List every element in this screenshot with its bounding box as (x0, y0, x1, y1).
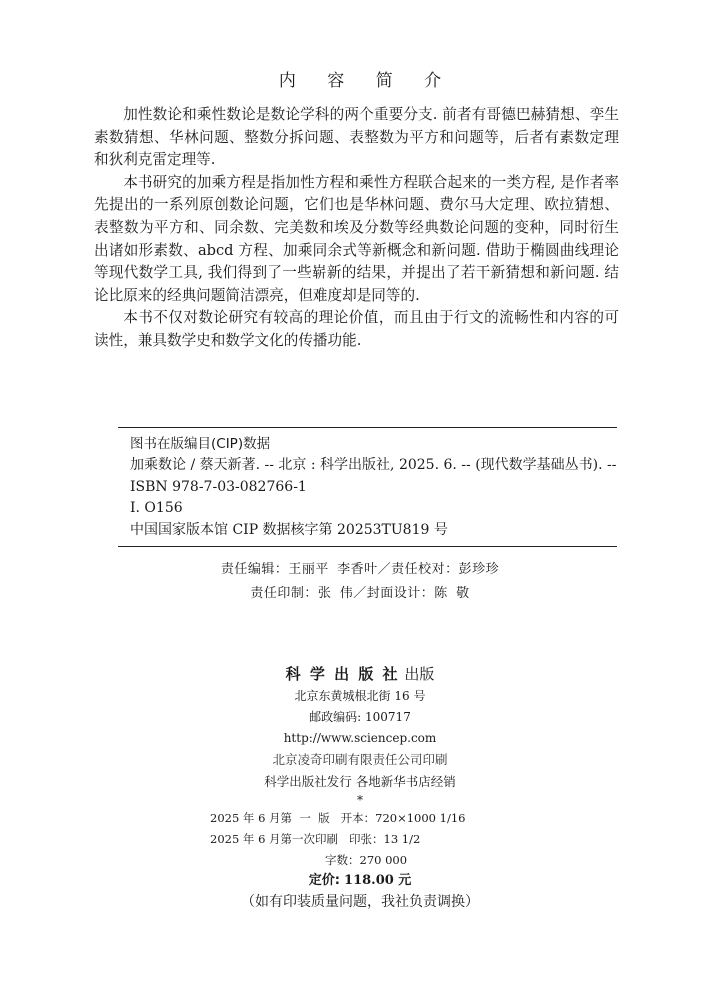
publisher-logo-text: 科 学 出 版 社 (285, 665, 400, 683)
cip-top-rule (118, 427, 617, 428)
cip-block (118, 433, 617, 541)
distribution-line: 科学出版社发行 各地新华书店经销 (264, 774, 456, 789)
cip-record: 加乘数论 / 蔡天新著. -- 北京 : 科学出版社, 2025. 6. -- (现代数学基础丛书). -- ISBN 978-7-03-082766-1 (130, 457, 617, 495)
cip-classification: Ⅰ. O156 (130, 500, 183, 516)
summary-paragraph-1: 加性数论和乘性数论是数论学科的两个重要分支. 前者有哥德巴赫猜想、孪生素数猜想、华林问题、整数分拆问题、表整数为平方和问题等，后者有素数定理和狄利克雷定理等. (94, 106, 619, 169)
edition-line-1: 2025 年 6 月第 一 版 开本：720×1000 1/16 (210, 811, 466, 825)
summary-paragraph-2: 本书研究的加乘方程是指加性方程和乘性方程联合起来的一类方程, 是作者率先提出的一系列原创数论问题，它们也是华林问题、费尔马大定理、欧拉猜想、表整数为平方和、同余数、完美数和埃及分数等经典数论问题的变种，同时衍生出诸如形素数、abcd 方程、加乘同余式等新概念和新问题. 借助于椭圆曲线理论等现代数学工具, 我们得到了一些崭新的结果，并提出了若干新猜想和新问题. 结论比原来的经典问题简洁漂亮，但难度却是同等的. (94, 173, 619, 304)
publisher-suffix: 出版 (404, 665, 435, 683)
content-summary (94, 104, 619, 353)
price-line (0, 869, 720, 888)
return-note: （如有印装质量问题，我社负责调换） (241, 894, 479, 910)
publisher-block (0, 662, 720, 807)
cip-approval: 中国国家版本馆 CIP 数据核字第 20253TU819 号 (130, 521, 448, 538)
price-label: 定价: (308, 873, 340, 888)
staff-line-2: 责任印制：张 伟／封面设计：陈 敬 (250, 586, 470, 601)
word-count-line: 字数：270 000 (325, 853, 408, 867)
cip-heading: 图书在版编目(CIP)数据 (130, 436, 271, 452)
publisher-address: 北京东黄城根北街 16 号 (294, 689, 426, 703)
cip-bottom-rule (118, 546, 617, 547)
printer-line: 北京凌奇印刷有限责任公司印刷 (272, 752, 448, 767)
separator-star: * (357, 793, 363, 807)
publisher-name-line (0, 662, 720, 686)
summary-paragraph-3: 本书不仅对数论研究有较高的理论价值，而且由于行文的流畅性和内容的可读性，兼具数学史和数学文化的传播功能. (94, 309, 619, 349)
staff-line-1: 责任编辑：王丽平 李香叶／责任校对：彭珍珍 (220, 562, 500, 577)
publisher-postcode: 邮政编码: 100717 (309, 710, 411, 724)
page-title: 内 容 简 介 (278, 71, 455, 91)
price-value: 118.00 元 (344, 873, 412, 888)
edition-line-2: 2025 年 6 月第一次印刷 印张：13 1/2 (210, 832, 421, 846)
publisher-website: http://www.sciencep.com (283, 731, 437, 745)
